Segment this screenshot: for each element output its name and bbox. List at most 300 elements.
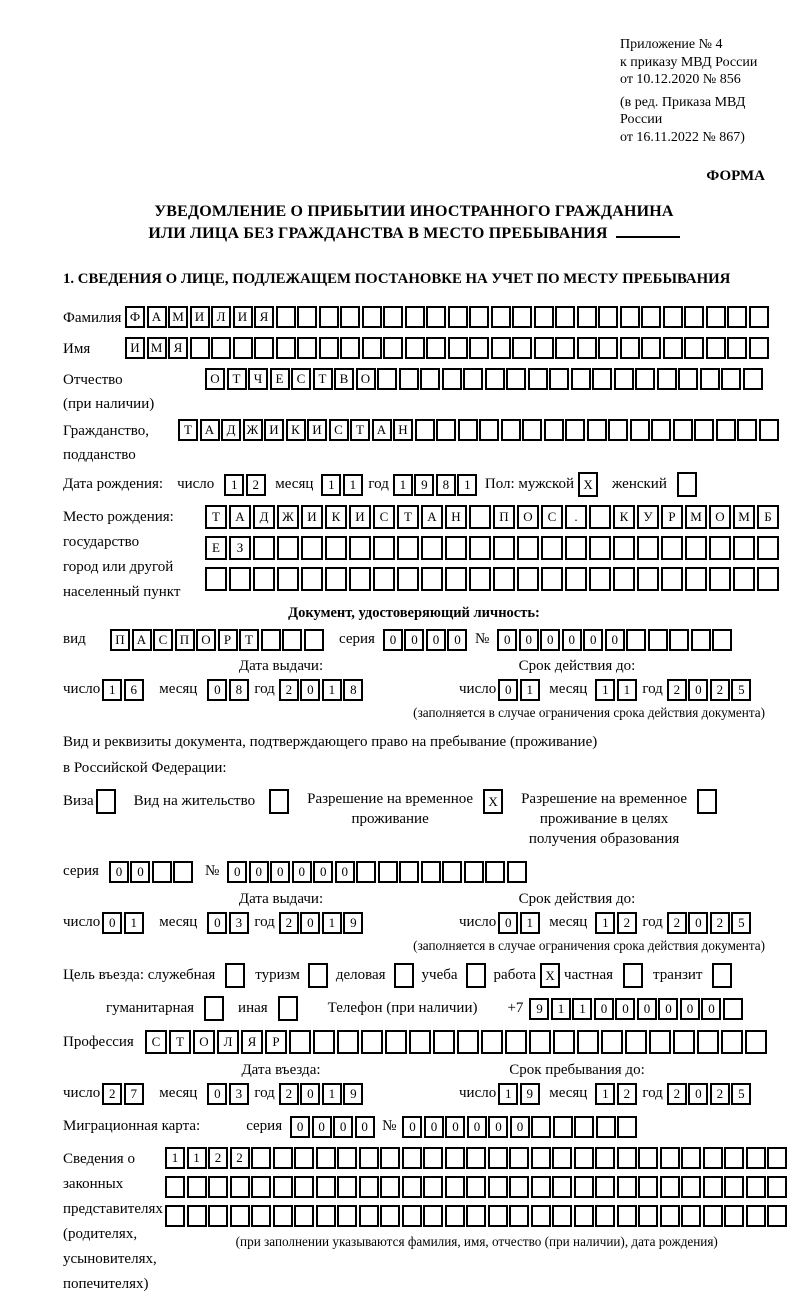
char-cell[interactable] <box>661 536 683 560</box>
char-cell[interactable]: 0 <box>519 629 539 651</box>
char-cell[interactable] <box>703 1147 723 1169</box>
char-cell[interactable] <box>445 1147 465 1169</box>
char-cell[interactable] <box>325 536 347 560</box>
char-cell[interactable]: 6 <box>124 679 144 701</box>
char-cell[interactable]: С <box>291 368 311 390</box>
char-cell[interactable]: Ж <box>277 505 299 529</box>
char-cell[interactable] <box>466 963 486 988</box>
char-cell[interactable]: 7 <box>124 1083 144 1105</box>
char-cell[interactable] <box>737 419 757 441</box>
char-cell[interactable] <box>565 536 587 560</box>
char-cell[interactable]: 0 <box>510 1116 530 1138</box>
char-cell[interactable]: Д <box>221 419 241 441</box>
char-cell[interactable] <box>614 368 634 390</box>
char-cell[interactable] <box>426 306 446 328</box>
char-cell[interactable]: 0 <box>383 629 403 651</box>
char-cell[interactable] <box>660 1147 680 1169</box>
char-cell[interactable] <box>377 368 397 390</box>
char-cell[interactable]: 9 <box>414 474 434 496</box>
char-cell[interactable] <box>660 1176 680 1198</box>
char-cell[interactable] <box>749 306 769 328</box>
char-cell[interactable] <box>577 1030 599 1054</box>
char-cell[interactable] <box>152 861 172 883</box>
char-cell[interactable]: С <box>153 629 173 651</box>
char-cell[interactable] <box>531 1116 551 1138</box>
char-cell[interactable] <box>301 567 323 591</box>
char-cell[interactable] <box>767 1147 787 1169</box>
char-cell[interactable]: А <box>372 419 392 441</box>
char-cell[interactable]: 0 <box>102 912 122 934</box>
char-cell[interactable] <box>448 306 468 328</box>
char-cell[interactable] <box>485 861 505 883</box>
char-cell[interactable] <box>574 1116 594 1138</box>
char-cell[interactable]: 0 <box>109 861 129 883</box>
char-cell[interactable] <box>589 505 611 529</box>
char-cell[interactable] <box>709 536 731 560</box>
char-cell[interactable] <box>359 1205 379 1227</box>
char-cell[interactable]: 0 <box>227 861 247 883</box>
char-cell[interactable]: 5 <box>731 679 751 701</box>
char-cell[interactable] <box>637 567 659 591</box>
char-cell[interactable]: Т <box>178 419 198 441</box>
char-cell[interactable] <box>505 1030 527 1054</box>
char-cell[interactable] <box>635 368 655 390</box>
char-cell[interactable] <box>469 306 489 328</box>
char-cell[interactable]: 1 <box>165 1147 185 1169</box>
char-cell[interactable]: 0 <box>130 861 150 883</box>
char-cell[interactable] <box>337 1030 359 1054</box>
char-cell[interactable] <box>501 419 521 441</box>
char-cell[interactable] <box>651 419 671 441</box>
char-cell[interactable]: X <box>540 963 560 988</box>
char-cell[interactable] <box>278 996 298 1021</box>
char-cell[interactable]: Ч <box>248 368 268 390</box>
char-cell[interactable]: О <box>205 368 225 390</box>
char-cell[interactable] <box>211 337 231 359</box>
char-cell[interactable] <box>595 1176 615 1198</box>
char-cell[interactable] <box>697 1030 719 1054</box>
char-cell[interactable] <box>230 1205 250 1227</box>
char-cell[interactable] <box>469 505 491 529</box>
char-cell[interactable] <box>187 1205 207 1227</box>
char-cell[interactable] <box>294 1176 314 1198</box>
char-cell[interactable] <box>657 368 677 390</box>
char-cell[interactable]: 2 <box>279 1083 299 1105</box>
char-cell[interactable] <box>187 1176 207 1198</box>
char-cell[interactable] <box>613 536 635 560</box>
char-cell[interactable]: 9 <box>343 912 363 934</box>
char-cell[interactable]: 0 <box>292 861 312 883</box>
char-cell[interactable] <box>356 861 376 883</box>
char-cell[interactable]: 1 <box>224 474 244 496</box>
char-cell[interactable]: 0 <box>688 912 708 934</box>
char-cell[interactable] <box>757 536 779 560</box>
char-cell[interactable]: З <box>229 536 251 560</box>
char-cell[interactable] <box>273 1176 293 1198</box>
char-cell[interactable] <box>709 567 731 591</box>
char-cell[interactable] <box>409 1030 431 1054</box>
char-cell[interactable]: П <box>110 629 130 651</box>
char-cell[interactable] <box>208 1176 228 1198</box>
char-cell[interactable] <box>534 306 554 328</box>
char-cell[interactable]: 0 <box>540 629 560 651</box>
char-cell[interactable] <box>592 368 612 390</box>
char-cell[interactable] <box>205 567 227 591</box>
char-cell[interactable]: 1 <box>520 679 540 701</box>
char-cell[interactable] <box>716 419 736 441</box>
char-cell[interactable] <box>712 629 732 651</box>
char-cell[interactable]: 1 <box>617 679 637 701</box>
char-cell[interactable]: 0 <box>402 1116 422 1138</box>
char-cell[interactable]: 0 <box>333 1116 353 1138</box>
char-cell[interactable] <box>517 536 539 560</box>
char-cell[interactable] <box>469 536 491 560</box>
char-cell[interactable]: 0 <box>207 912 227 934</box>
char-cell[interactable] <box>661 567 683 591</box>
char-cell[interactable] <box>577 306 597 328</box>
char-cell[interactable]: 1 <box>322 679 342 701</box>
char-cell[interactable] <box>767 1205 787 1227</box>
char-cell[interactable] <box>383 337 403 359</box>
char-cell[interactable]: Е <box>205 536 227 560</box>
char-cell[interactable] <box>233 337 253 359</box>
char-cell[interactable]: 0 <box>701 998 721 1020</box>
char-cell[interactable] <box>304 629 324 651</box>
char-cell[interactable] <box>608 419 628 441</box>
char-cell[interactable]: 0 <box>270 861 290 883</box>
char-cell[interactable] <box>225 963 245 988</box>
char-cell[interactable] <box>397 536 419 560</box>
char-cell[interactable]: И <box>307 419 327 441</box>
char-cell[interactable] <box>638 1147 658 1169</box>
char-cell[interactable] <box>190 337 210 359</box>
char-cell[interactable]: 3 <box>229 1083 249 1105</box>
char-cell[interactable] <box>421 536 443 560</box>
char-cell[interactable] <box>276 306 296 328</box>
char-cell[interactable]: 0 <box>355 1116 375 1138</box>
char-cell[interactable]: 1 <box>343 474 363 496</box>
char-cell[interactable] <box>319 306 339 328</box>
char-cell[interactable] <box>173 861 193 883</box>
char-cell[interactable] <box>574 1205 594 1227</box>
char-cell[interactable] <box>721 1030 743 1054</box>
char-cell[interactable] <box>349 536 371 560</box>
char-cell[interactable] <box>319 337 339 359</box>
char-cell[interactable]: Т <box>239 629 259 651</box>
char-cell[interactable]: 0 <box>249 861 269 883</box>
char-cell[interactable]: 0 <box>300 912 320 934</box>
char-cell[interactable] <box>491 306 511 328</box>
char-cell[interactable] <box>415 419 435 441</box>
char-cell[interactable] <box>552 1147 572 1169</box>
char-cell[interactable] <box>251 1205 271 1227</box>
char-cell[interactable]: 8 <box>229 679 249 701</box>
char-cell[interactable] <box>552 1205 572 1227</box>
char-cell[interactable] <box>491 337 511 359</box>
char-cell[interactable]: И <box>349 505 371 529</box>
char-cell[interactable] <box>681 1205 701 1227</box>
char-cell[interactable] <box>660 1205 680 1227</box>
char-cell[interactable] <box>426 337 446 359</box>
char-cell[interactable] <box>596 1116 616 1138</box>
char-cell[interactable] <box>380 1147 400 1169</box>
char-cell[interactable] <box>549 368 569 390</box>
char-cell[interactable]: Е <box>270 368 290 390</box>
char-cell[interactable] <box>433 1030 455 1054</box>
char-cell[interactable] <box>522 419 542 441</box>
char-cell[interactable] <box>565 567 587 591</box>
char-cell[interactable] <box>340 337 360 359</box>
char-cell[interactable] <box>531 1147 551 1169</box>
char-cell[interactable]: М <box>733 505 755 529</box>
char-cell[interactable] <box>724 1205 744 1227</box>
char-cell[interactable]: И <box>125 337 145 359</box>
char-cell[interactable] <box>673 419 693 441</box>
char-cell[interactable] <box>746 1176 766 1198</box>
char-cell[interactable]: 0 <box>497 629 517 651</box>
char-cell[interactable] <box>574 1147 594 1169</box>
char-cell[interactable] <box>553 1030 575 1054</box>
char-cell[interactable] <box>463 368 483 390</box>
char-cell[interactable]: Я <box>241 1030 263 1054</box>
char-cell[interactable]: 2 <box>230 1147 250 1169</box>
char-cell[interactable] <box>506 368 526 390</box>
char-cell[interactable] <box>637 536 659 560</box>
char-cell[interactable]: 1 <box>498 1083 518 1105</box>
char-cell[interactable]: 9 <box>343 1083 363 1105</box>
char-cell[interactable]: 0 <box>658 998 678 1020</box>
char-cell[interactable]: 0 <box>594 998 614 1020</box>
char-cell[interactable]: 0 <box>312 1116 332 1138</box>
char-cell[interactable] <box>509 1176 529 1198</box>
char-cell[interactable] <box>445 567 467 591</box>
char-cell[interactable] <box>359 1176 379 1198</box>
char-cell[interactable]: 1 <box>102 679 122 701</box>
char-cell[interactable]: А <box>200 419 220 441</box>
char-cell[interactable] <box>230 1176 250 1198</box>
char-cell[interactable] <box>204 996 224 1021</box>
char-cell[interactable]: Я <box>254 306 274 328</box>
char-cell[interactable]: 1 <box>595 1083 615 1105</box>
char-cell[interactable] <box>96 789 116 814</box>
char-cell[interactable] <box>727 337 747 359</box>
char-cell[interactable] <box>703 1205 723 1227</box>
char-cell[interactable] <box>488 1205 508 1227</box>
char-cell[interactable]: А <box>229 505 251 529</box>
char-cell[interactable]: Т <box>205 505 227 529</box>
char-cell[interactable] <box>373 536 395 560</box>
char-cell[interactable] <box>380 1205 400 1227</box>
char-cell[interactable]: X <box>578 472 598 497</box>
char-cell[interactable] <box>746 1147 766 1169</box>
char-cell[interactable] <box>276 337 296 359</box>
char-cell[interactable] <box>479 419 499 441</box>
char-cell[interactable] <box>534 337 554 359</box>
char-cell[interactable]: Т <box>227 368 247 390</box>
char-cell[interactable] <box>703 1176 723 1198</box>
char-cell[interactable] <box>436 419 456 441</box>
char-cell[interactable] <box>691 629 711 651</box>
char-cell[interactable] <box>589 536 611 560</box>
char-cell[interactable]: О <box>517 505 539 529</box>
char-cell[interactable] <box>337 1147 357 1169</box>
char-cell[interactable] <box>253 536 275 560</box>
char-cell[interactable]: С <box>329 419 349 441</box>
char-cell[interactable]: О <box>193 1030 215 1054</box>
char-cell[interactable] <box>457 1030 479 1054</box>
char-cell[interactable] <box>165 1176 185 1198</box>
char-cell[interactable] <box>626 629 646 651</box>
char-cell[interactable] <box>442 368 462 390</box>
char-cell[interactable] <box>587 419 607 441</box>
char-cell[interactable] <box>601 1030 623 1054</box>
char-cell[interactable]: Р <box>661 505 683 529</box>
char-cell[interactable] <box>488 1176 508 1198</box>
char-cell[interactable]: С <box>541 505 563 529</box>
char-cell[interactable]: 0 <box>335 861 355 883</box>
char-cell[interactable] <box>724 1147 744 1169</box>
char-cell[interactable]: Т <box>350 419 370 441</box>
char-cell[interactable] <box>466 1205 486 1227</box>
char-cell[interactable] <box>208 1205 228 1227</box>
char-cell[interactable]: 2 <box>246 474 266 496</box>
char-cell[interactable]: Л <box>217 1030 239 1054</box>
char-cell[interactable]: Б <box>757 505 779 529</box>
char-cell[interactable] <box>613 567 635 591</box>
char-cell[interactable] <box>681 1176 701 1198</box>
char-cell[interactable] <box>684 337 704 359</box>
char-cell[interactable] <box>743 368 763 390</box>
char-cell[interactable] <box>697 789 717 814</box>
char-cell[interactable]: Д <box>253 505 275 529</box>
char-cell[interactable] <box>254 337 274 359</box>
char-cell[interactable] <box>294 1205 314 1227</box>
char-cell[interactable] <box>402 1147 422 1169</box>
char-cell[interactable]: 2 <box>208 1147 228 1169</box>
char-cell[interactable] <box>529 1030 551 1054</box>
char-cell[interactable] <box>673 1030 695 1054</box>
char-cell[interactable]: П <box>493 505 515 529</box>
char-cell[interactable]: П <box>175 629 195 651</box>
char-cell[interactable]: Я <box>168 337 188 359</box>
char-cell[interactable] <box>466 1176 486 1198</box>
char-cell[interactable] <box>555 337 575 359</box>
char-cell[interactable]: Н <box>445 505 467 529</box>
char-cell[interactable] <box>385 1030 407 1054</box>
char-cell[interactable] <box>706 337 726 359</box>
char-cell[interactable]: 2 <box>279 912 299 934</box>
char-cell[interactable] <box>340 306 360 328</box>
char-cell[interactable]: И <box>264 419 284 441</box>
char-cell[interactable]: 0 <box>688 1083 708 1105</box>
char-cell[interactable] <box>423 1205 443 1227</box>
char-cell[interactable]: И <box>190 306 210 328</box>
char-cell[interactable] <box>337 1176 357 1198</box>
char-cell[interactable] <box>598 306 618 328</box>
char-cell[interactable] <box>749 337 769 359</box>
char-cell[interactable] <box>469 567 491 591</box>
char-cell[interactable] <box>512 337 532 359</box>
char-cell[interactable] <box>308 963 328 988</box>
char-cell[interactable]: 0 <box>498 679 518 701</box>
char-cell[interactable] <box>273 1147 293 1169</box>
char-cell[interactable]: 3 <box>229 912 249 934</box>
char-cell[interactable] <box>589 567 611 591</box>
char-cell[interactable]: 0 <box>688 679 708 701</box>
char-cell[interactable] <box>362 306 382 328</box>
char-cell[interactable]: 5 <box>731 912 751 934</box>
char-cell[interactable] <box>574 1176 594 1198</box>
char-cell[interactable] <box>685 536 707 560</box>
char-cell[interactable] <box>383 306 403 328</box>
char-cell[interactable] <box>405 337 425 359</box>
char-cell[interactable] <box>394 963 414 988</box>
char-cell[interactable]: Т <box>313 368 333 390</box>
char-cell[interactable]: Ф <box>125 306 145 328</box>
char-cell[interactable]: 1 <box>457 474 477 496</box>
char-cell[interactable]: 2 <box>667 912 687 934</box>
char-cell[interactable]: М <box>168 306 188 328</box>
char-cell[interactable] <box>617 1147 637 1169</box>
char-cell[interactable] <box>620 337 640 359</box>
char-cell[interactable]: 0 <box>583 629 603 651</box>
char-cell[interactable] <box>380 1176 400 1198</box>
char-cell[interactable]: X <box>483 789 503 814</box>
char-cell[interactable]: У <box>637 505 659 529</box>
char-cell[interactable] <box>745 1030 767 1054</box>
char-cell[interactable] <box>397 567 419 591</box>
char-cell[interactable] <box>269 789 289 814</box>
char-cell[interactable] <box>724 1176 744 1198</box>
char-cell[interactable] <box>727 306 747 328</box>
char-cell[interactable]: 9 <box>520 1083 540 1105</box>
char-cell[interactable] <box>488 1147 508 1169</box>
char-cell[interactable] <box>685 567 707 591</box>
char-cell[interactable] <box>531 1176 551 1198</box>
char-cell[interactable]: 1 <box>322 912 342 934</box>
char-cell[interactable] <box>399 861 419 883</box>
char-cell[interactable] <box>421 861 441 883</box>
char-cell[interactable]: Р <box>265 1030 287 1054</box>
char-cell[interactable]: М <box>685 505 707 529</box>
char-cell[interactable]: . <box>565 505 587 529</box>
char-cell[interactable]: Н <box>393 419 413 441</box>
char-cell[interactable] <box>595 1147 615 1169</box>
char-cell[interactable] <box>402 1176 422 1198</box>
char-cell[interactable]: 0 <box>404 629 424 651</box>
char-cell[interactable] <box>469 337 489 359</box>
char-cell[interactable] <box>316 1205 336 1227</box>
char-cell[interactable] <box>598 337 618 359</box>
char-cell[interactable] <box>362 337 382 359</box>
char-cell[interactable] <box>759 419 779 441</box>
char-cell[interactable] <box>620 306 640 328</box>
char-cell[interactable] <box>677 472 697 497</box>
char-cell[interactable]: С <box>373 505 395 529</box>
char-cell[interactable]: 1 <box>187 1147 207 1169</box>
char-cell[interactable] <box>420 368 440 390</box>
char-cell[interactable] <box>458 419 478 441</box>
char-cell[interactable] <box>337 1205 357 1227</box>
char-cell[interactable] <box>253 567 275 591</box>
char-cell[interactable] <box>445 1205 465 1227</box>
char-cell[interactable]: 1 <box>595 912 615 934</box>
char-cell[interactable]: А <box>147 306 167 328</box>
char-cell[interactable] <box>617 1176 637 1198</box>
char-cell[interactable]: 0 <box>605 629 625 651</box>
char-cell[interactable] <box>466 1147 486 1169</box>
char-cell[interactable] <box>694 419 714 441</box>
